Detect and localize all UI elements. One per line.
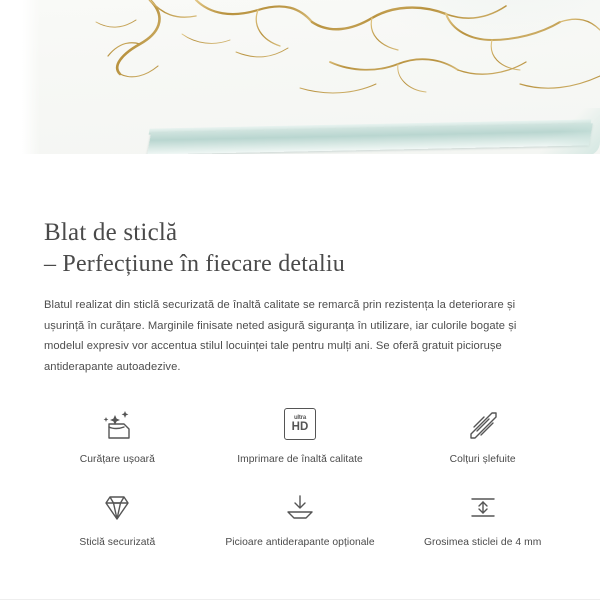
feature-label: Sticlă securizată	[79, 536, 156, 548]
hero-bottom-fade	[0, 154, 600, 200]
polished-corners-icon	[461, 404, 505, 444]
title-line-2: – Perfecțiune în fiecare detaliu	[44, 251, 345, 277]
feature-label: Imprimare de înaltă calitate	[237, 453, 363, 465]
feature-easy-cleaning	[26, 404, 209, 465]
text-section	[0, 200, 600, 378]
feature-polished-corners	[391, 404, 574, 465]
title-line-1: Blat de sticlă	[44, 219, 178, 246]
page-title	[44, 216, 556, 281]
feature-label: Colțuri șlefuite	[449, 453, 516, 465]
glass-corner	[540, 108, 600, 156]
sparkle-cloth-icon	[95, 404, 139, 444]
hero-image	[0, 0, 600, 200]
feature-glass-thickness	[391, 487, 574, 548]
feature-label: Curățare ușoară	[79, 453, 155, 465]
ultra-hd-badge-top: ultra	[293, 414, 306, 421]
feature-print-quality	[209, 404, 392, 465]
diamond-icon	[95, 487, 139, 527]
feature-grid	[0, 404, 600, 548]
feature-anti-slip-feet	[209, 487, 392, 548]
product-description: Blatul realizat din sticlă securizată de înaltă calitate se remarcă prin rezistența la deteriorare și ușurință în curățare. Marginile finisate neted asigură siguranța în utilizare, iar culorile bogate și modelul expresiv vor accentua stilul locuinței tale pentru mulți ani. Se oferă gratuit piciorușe antiderapante autoadezive.	[44, 298, 517, 374]
anti-slip-feet-icon	[278, 487, 322, 527]
ultra-hd-icon	[278, 404, 322, 444]
feature-tempered-glass	[26, 487, 209, 548]
feature-label: Picioare antiderapante opționale	[225, 536, 375, 548]
ultra-hd-badge-bottom: HD	[291, 420, 309, 433]
thickness-icon	[461, 487, 505, 527]
feature-label: Grosimea sticlei de 4 mm	[423, 536, 542, 548]
